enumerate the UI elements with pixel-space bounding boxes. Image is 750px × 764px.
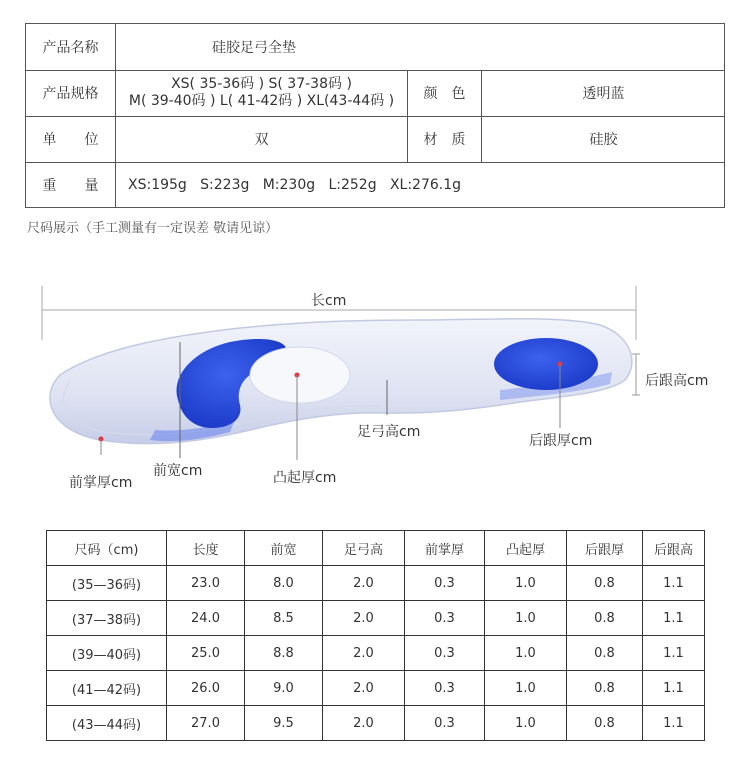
table-cell: 2.0 <box>323 636 405 671</box>
spec-line-2: M( 39-40码 ) L( 41-42码 ) XL(43-44码 ) <box>128 93 395 109</box>
table-cell: 0.8 <box>567 566 643 601</box>
table-cell: (39—40码) <box>47 636 167 671</box>
weight-label: 重 量 <box>42 178 99 194</box>
size-note: 尺码展示（手工测量有一定误差 敬请见谅） <box>27 221 279 236</box>
table-cell: 25.0 <box>167 636 245 671</box>
weight-value: XS:195g S:223g M:230g L:252g XL:276.1g <box>128 177 462 193</box>
table-cell: 1.1 <box>643 671 705 706</box>
table-cell: 2.0 <box>323 706 405 741</box>
table-cell: 0.8 <box>567 706 643 741</box>
table-cell: 23.0 <box>167 566 245 601</box>
table-row <box>47 636 705 671</box>
table-cell: 0.3 <box>405 636 485 671</box>
header-cell: 凸起厚 <box>485 531 567 566</box>
table-cell: 26.0 <box>167 671 245 706</box>
table-cell: 0.3 <box>405 671 485 706</box>
table-cell: 8.8 <box>245 636 323 671</box>
table-row <box>47 566 705 601</box>
arch-height-label: 足弓高cm <box>357 424 421 440</box>
color-label: 颜 色 <box>423 86 466 102</box>
spec-line-1: XS( 35-36码 ) S( 37-38码 ) <box>171 76 352 92</box>
table-cell: 9.0 <box>245 671 323 706</box>
table-row <box>47 601 705 636</box>
table-header-row <box>47 531 705 566</box>
table-cell: 2.0 <box>323 566 405 601</box>
table-cell: 0.8 <box>567 601 643 636</box>
table-cell: 0.3 <box>405 566 485 601</box>
size-table <box>46 530 705 741</box>
insole-illustration <box>0 280 750 500</box>
unit-value: 双 <box>254 132 269 148</box>
material-label: 材 质 <box>423 132 466 148</box>
product-spec-label: 产品规格 <box>42 86 99 102</box>
table-cell: 1.1 <box>643 566 705 601</box>
product-spec-value <box>116 70 407 116</box>
table-cell: 1.1 <box>643 636 705 671</box>
table-cell: 1.0 <box>485 636 567 671</box>
table-cell: 1.0 <box>485 601 567 636</box>
table-cell: 9.5 <box>245 706 323 741</box>
table-cell: 27.0 <box>167 706 245 741</box>
table-cell: 24.0 <box>167 601 245 636</box>
table-cell: (37—38码) <box>47 601 167 636</box>
material-value: 硅胶 <box>589 132 618 148</box>
header-cell: 后跟高 <box>643 531 705 566</box>
product-info-table <box>25 23 725 208</box>
bump-thickness-label: 凸起厚cm <box>273 470 337 486</box>
header-cell: 前宽 <box>245 531 323 566</box>
table-cell: 1.1 <box>643 706 705 741</box>
heel-height-label: 后跟高cm <box>645 373 709 389</box>
header-cell: 前掌厚 <box>405 531 485 566</box>
header-cell: 尺码（cm) <box>47 531 167 566</box>
heel-thickness-label: 后跟厚cm <box>529 433 593 449</box>
header-cell: 足弓高 <box>323 531 405 566</box>
length-label: 长cm <box>311 293 347 309</box>
table-cell: 2.0 <box>323 601 405 636</box>
insole-diagram <box>0 280 750 500</box>
header-cell: 长度 <box>167 531 245 566</box>
product-name-label: 产品名称 <box>42 40 99 56</box>
table-cell: 8.0 <box>245 566 323 601</box>
header-cell: 后跟厚 <box>567 531 643 566</box>
table-cell: 0.8 <box>567 671 643 706</box>
forefoot-thickness-label: 前掌厚cm <box>69 475 133 491</box>
table-row <box>47 706 705 741</box>
table-cell: (41—42码) <box>47 671 167 706</box>
table-cell: 1.0 <box>485 671 567 706</box>
unit-label: 单 位 <box>42 132 99 148</box>
table-row <box>47 671 705 706</box>
table-cell: 2.0 <box>323 671 405 706</box>
table-cell: (35—36码) <box>47 566 167 601</box>
table-cell: 1.0 <box>485 566 567 601</box>
table-cell: 1.1 <box>643 601 705 636</box>
heel-gel-pad <box>494 338 598 390</box>
arch-bump <box>250 347 350 403</box>
table-cell: 8.5 <box>245 601 323 636</box>
table-cell: 0.8 <box>567 636 643 671</box>
color-value: 透明蓝 <box>582 86 625 102</box>
product-name-value: 硅胶足弓全垫 <box>212 40 296 56</box>
table-cell: 0.3 <box>405 601 485 636</box>
forefoot-width-label: 前宽cm <box>153 463 203 479</box>
table-cell: (43—44码) <box>47 706 167 741</box>
table-cell: 0.3 <box>405 706 485 741</box>
table-cell: 1.0 <box>485 706 567 741</box>
